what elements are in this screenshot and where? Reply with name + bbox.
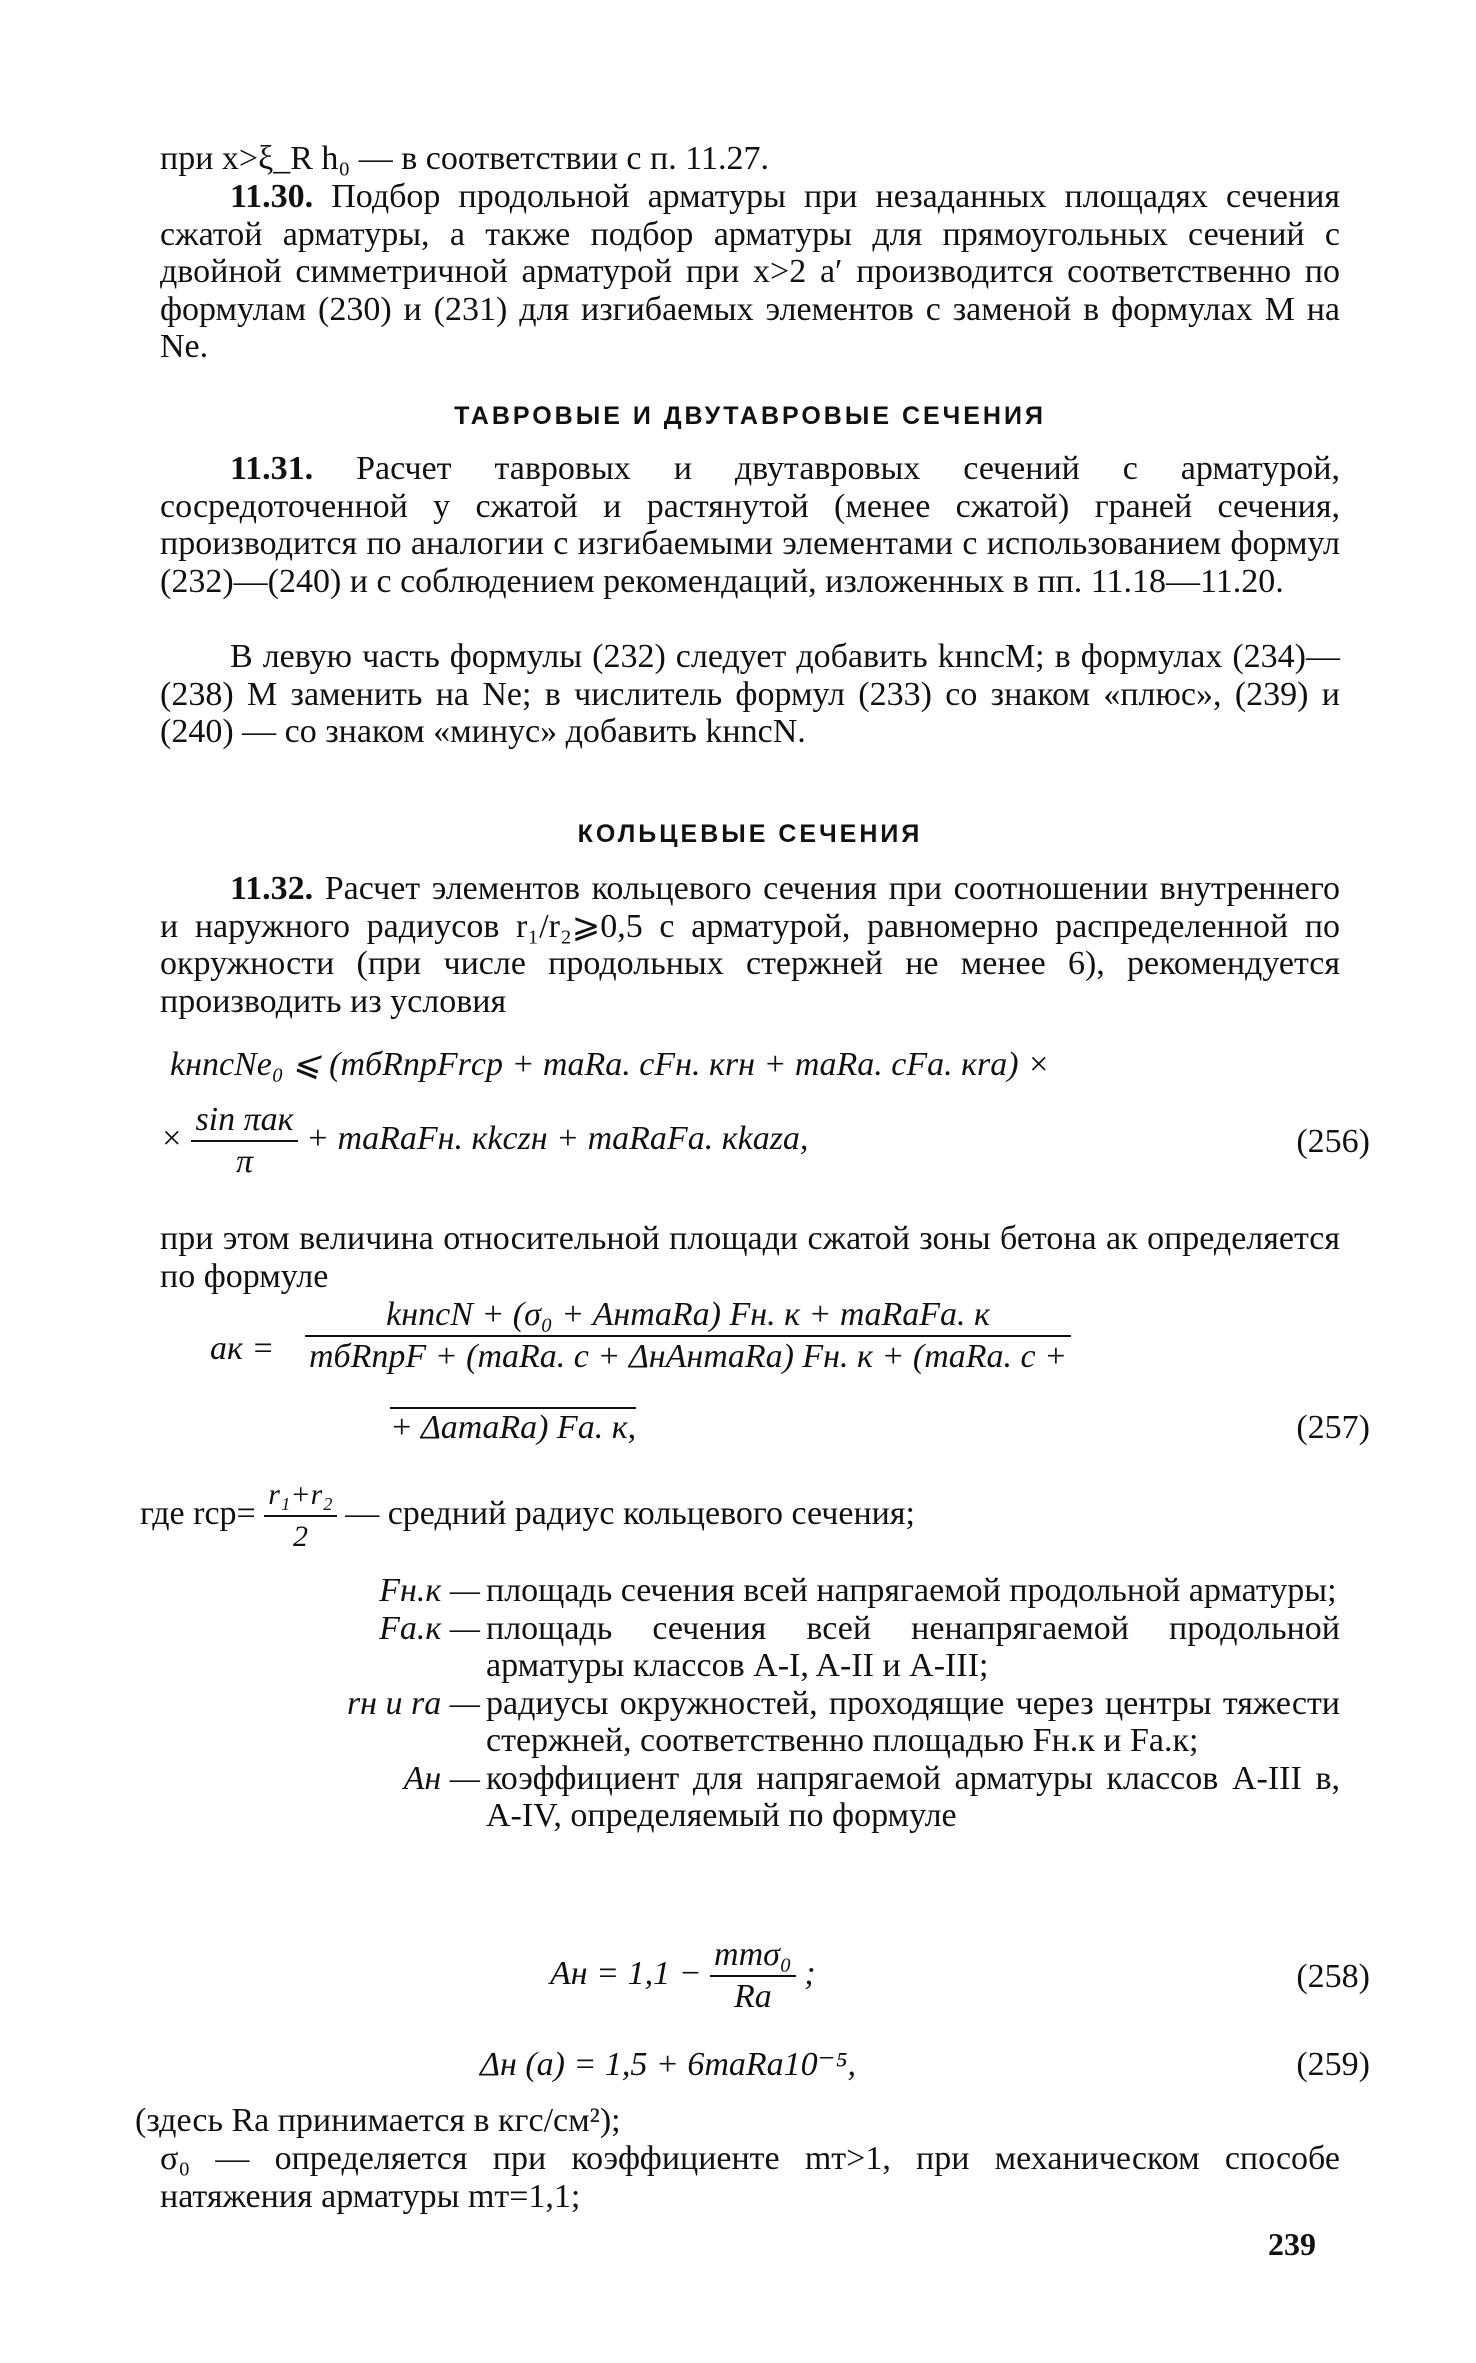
where-text: — средний радиус кольцевого сечения; (345, 1494, 915, 1532)
fraction (305, 1295, 1071, 1377)
numerator: mтσ₀ (710, 1935, 796, 1977)
denominator: 2 (292, 1520, 308, 1553)
formula-end: ; (804, 1954, 816, 1992)
fraction (264, 1475, 336, 1557)
formula-256-line2: × $\frac{\text{sin πaк}}{\pi}$ + maRaFн. кkczн + maRaFa. кkaza, (256) (160, 1101, 1370, 1180)
denominator: π (235, 1143, 254, 1180)
sigma-definition: σ₀ — определяется при коэффициенте mт>1, при механическом способе натяжения арматуры mт=1,1; (160, 2140, 1340, 2215)
paragraph-text: Расчет тавровых и двутавровых сечений с арматурой, сосредоточенной у сжатой и растянутой (менее сжатой) граней сечения, производится по аналогии с изгибаемыми элементами с использованием формул (232)—(240) и с соблюдением рекомендаций, изложенных в пп. 11.18—11.20. (160, 450, 1340, 600)
definition-term: Fн.к — (379, 1572, 480, 1609)
formula-259 (480, 2045, 1370, 2085)
paragraph-11-30 (160, 178, 1340, 366)
denominator: Ra (733, 1978, 772, 2015)
definition-item (160, 1572, 1340, 1610)
definitions-list (160, 1572, 1340, 1835)
definition-item (160, 1685, 1340, 1760)
formula-text: Δн (a) = 1,5 + 6maRa10⁻⁵, (480, 2046, 856, 2083)
definition-item (160, 1610, 1340, 1685)
numerator: sin πaк (191, 1100, 297, 1142)
fraction (191, 1100, 297, 1182)
equation-number: (257) (1296, 1409, 1370, 1446)
denominator: mбRпрF + (maRa. c + ΔнAнmaRa) Fн. к + (maRa. c + (309, 1338, 1068, 1375)
numerator: r₁+r₂ (264, 1475, 336, 1517)
paragraph-number: 11.31. (230, 450, 314, 487)
paragraph-number: 11.30. (230, 178, 314, 215)
paragraph-11-31-b: В левую часть формулы (232) следует добавить kнncM; в формулах (234)—(238) M заменить на Ne; в числитель формул (233) со знаком «плюс», (239) и (240) — со знаком «минус» добавить kнncN. (160, 638, 1340, 750)
formula-lhs: Aн = 1,1 − (550, 1954, 702, 1992)
paragraph-11-32 (160, 870, 1340, 1020)
where-line (140, 1475, 1340, 1557)
paragraph-number: 11.32. (230, 870, 314, 907)
paragraph-11-31 (160, 450, 1340, 600)
formula-257-cont (390, 1408, 1370, 1448)
paragraph-after-256: при этом величина относительной площади сжатой зоны бетона aк определяется по формуле (160, 1220, 1340, 1295)
definition-body: коэффициент для напрягаемой арматуры классов A-III в, A-IV, определяемый по формуле (486, 1759, 1340, 1834)
definition-term: Aн — (403, 1759, 480, 1797)
where-label: где rср= (140, 1494, 256, 1532)
page-number: 239 (1268, 2226, 1316, 2262)
paragraph-text: Расчет элементов кольцевого сечения при соотношении внутреннего и наружного радиусов r₁/r₂⩾0,5 с арматурой, равномерно распределенной по окружности (при числе продольных стержней не менее 6), рекомендуется производить из условия (160, 870, 1340, 1020)
text-line: (здесь Ra принимается в кгс/см²); (135, 2102, 621, 2139)
section-heading: КОЛЬЦЕВЫЕ СЕЧЕНИЯ (577, 820, 923, 848)
formula-text: + ΔamaRa) Fa. к, (390, 1409, 637, 1446)
section-heading: ТАВРОВЫЕ И ДВУТАВРОВЫЕ СЕЧЕНИЯ (454, 402, 1046, 430)
formula-lhs: aк = (210, 1330, 275, 1367)
text-line: при x>ξ_R h₀ — в соответствии с п. 11.27. (160, 140, 769, 177)
formula-258 (550, 1935, 1370, 2017)
definition-body: площадь сечения всей напрягаемой продольной арматуры; (486, 1572, 1337, 1609)
definition-item (160, 1760, 1340, 1835)
definition-term: Fa.к — (379, 1609, 480, 1647)
equation-number: (259) (1296, 2046, 1370, 2083)
fraction (710, 1935, 796, 2017)
paragraph-text: Подбор продольной арматуры при незаданных площадях сечения сжатой арматуры, а также подбор арматуры для прямоугольных сечений с двойной симметричной арматурой при x>2 a′ производится соответственно по формулам (230) и (231) для изгибаемых элементов с заменой в формулах M на Ne. (160, 178, 1340, 365)
definition-body: площадь сечения всей ненапрягаемой продольной арматуры классов A-I, A-II и A-III; (486, 1609, 1340, 1684)
formula-text: kнncNe₀ ⩽ (mбRпрFrср + maRa. cFн. кrн + maRa. cFa. кra) × (170, 1046, 1050, 1083)
equation-number: (256) (1296, 1123, 1370, 1160)
formula-256-line1 (170, 1045, 1340, 1085)
numerator: kнncN + (σ₀ + AнmaRa) Fн. к + maRaFa. к (305, 1295, 1071, 1337)
equation-number: (258) (1296, 1958, 1370, 1995)
formula-text: + maRaFн. кkczн + maRaFa. кkaza, (306, 1119, 809, 1157)
definition-term: rн и ra — (346, 1684, 480, 1722)
definition-body: радиусы окружностей, проходящие через центры тяжести стержней, соответственно площадью Fн.к и Fa.к; (486, 1684, 1340, 1759)
